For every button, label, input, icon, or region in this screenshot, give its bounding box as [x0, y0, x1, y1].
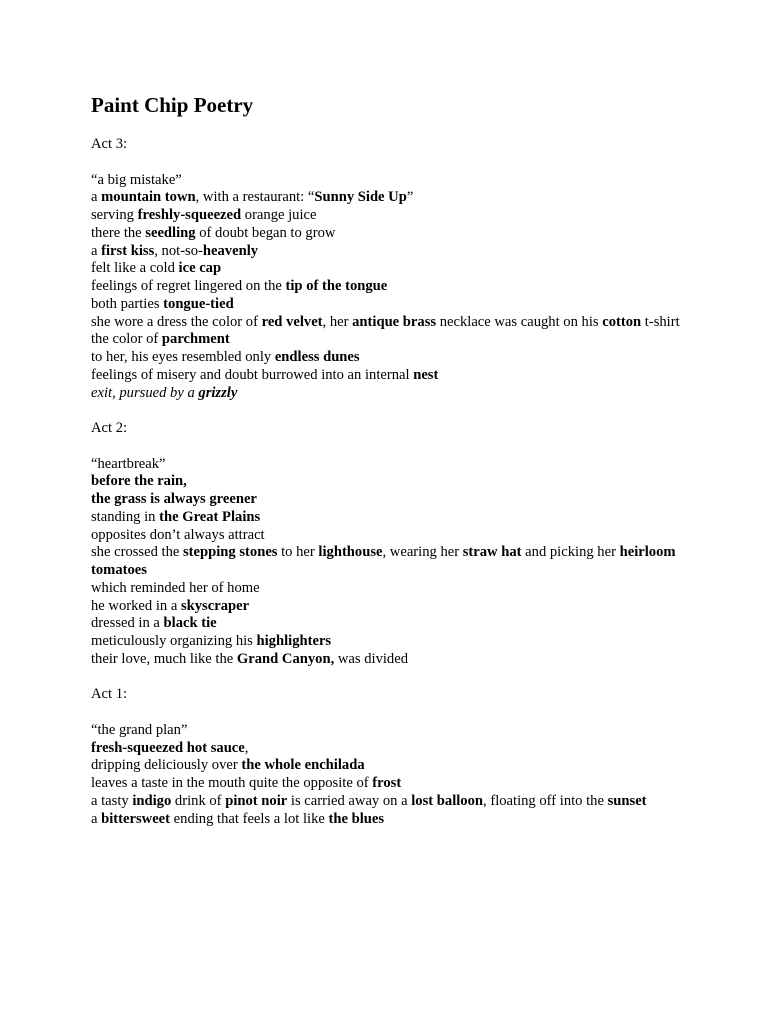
- poem-line: [91, 740, 681, 758]
- paint-chip-name: highlighters: [256, 633, 332, 649]
- paint-chip-name: cotton: [602, 313, 642, 330]
- poem-text: a: [91, 810, 102, 827]
- paint-chip-name: bittersweet: [101, 810, 171, 827]
- paint-chip-name: black tie: [163, 615, 217, 632]
- act-subtitle: [91, 456, 681, 474]
- poem-text: standing in: [91, 508, 160, 525]
- paint-chip-name: seedling: [145, 224, 196, 241]
- poem-line: [91, 633, 681, 651]
- poem-line: [91, 527, 681, 545]
- poem-line: [91, 473, 681, 491]
- poem-text: orange juice: [241, 207, 317, 223]
- poem-text: drink of: [171, 792, 226, 809]
- poem-text: ending that feels a lot like: [170, 810, 329, 827]
- paint-chip-name: Grand Canyon,: [236, 650, 335, 667]
- act-heading: Act 1:: [91, 686, 128, 703]
- paint-chip-name: straw hat: [462, 544, 522, 561]
- poem-text: opposites don’t always attract: [91, 526, 265, 543]
- paint-chip-name: pinot noir: [225, 792, 288, 809]
- poem-line: [91, 757, 681, 775]
- paint-chip-name: heavenly: [202, 242, 259, 259]
- poem-text: there the: [91, 224, 146, 241]
- poem-text: t-shirt: [641, 313, 680, 330]
- paint-chip-name: indigo: [132, 792, 172, 809]
- poem-line: [91, 243, 681, 261]
- act-section: [91, 420, 681, 686]
- poem-text: leaves a taste in the mouth quite the opposite of: [91, 775, 373, 791]
- poem-text: felt like a cold: [91, 260, 179, 277]
- paint-chip-name: frost: [372, 775, 402, 791]
- paint-chip-name: nest: [413, 366, 439, 383]
- poem-text: was divided: [334, 650, 409, 667]
- poem-text: she wore a dress the color of: [91, 313, 262, 330]
- poem-line: [91, 385, 681, 403]
- paint-chip-name: heirloom tomatoes: [91, 544, 676, 578]
- blank-line: [91, 438, 681, 456]
- poem-text: to her, his eyes resembled only: [91, 349, 275, 365]
- act-section: [91, 686, 681, 828]
- paint-chip-name: before the rain,: [91, 473, 187, 490]
- poem-text: , wearing her: [382, 544, 463, 561]
- paint-chip-name: the whole enchilada: [241, 757, 365, 774]
- page-title: Paint Chip Poetry: [91, 93, 254, 117]
- paint-chip-name: stepping stones: [183, 544, 278, 561]
- poem-line: [91, 598, 681, 616]
- poem-line: [91, 491, 681, 509]
- poem-text: “a big mistake”: [91, 171, 182, 188]
- blank-line: [91, 704, 681, 722]
- poem-text: “the grand plan”: [91, 721, 188, 738]
- poem-text: both parties: [91, 295, 164, 312]
- poem-line: [91, 793, 681, 811]
- paint-chip-name: lost balloon: [411, 792, 484, 809]
- poem-text: which reminded her of home: [91, 579, 260, 596]
- paint-chip-name: antique brass: [352, 313, 437, 330]
- paint-chip-name: parchment: [161, 331, 230, 348]
- poem-text: dripping deliciously over: [91, 757, 242, 774]
- poem-body: [91, 136, 681, 828]
- poem-line: [91, 544, 681, 580]
- poem-line: [91, 367, 681, 385]
- paint-chip-name: tip of the tongue: [285, 278, 388, 294]
- paint-chip-name: grizzly: [198, 384, 238, 401]
- paint-chip-name: mountain town: [101, 189, 196, 206]
- poem-text: he worked in a: [91, 597, 181, 614]
- paint-chip-name: the Great Plains: [159, 508, 261, 525]
- poem-line: [91, 349, 681, 367]
- poem-text: , with a restaurant: “: [195, 189, 315, 206]
- poem-line: [91, 207, 681, 225]
- poem-line: [91, 775, 681, 793]
- paint-chip-name: ice cap: [178, 260, 222, 277]
- poem-text: a: [91, 242, 102, 259]
- poem-line: [91, 278, 681, 296]
- poem-text: , floating off into the: [483, 792, 608, 809]
- poem-text: is carried away on a: [287, 792, 412, 809]
- act-subtitle: [91, 722, 681, 740]
- poem-text: to her: [277, 544, 319, 561]
- paint-chip-name: endless dunes: [274, 349, 360, 365]
- poem-line: [91, 651, 681, 669]
- act-section: [91, 136, 681, 420]
- poem-text: necklace was caught on his: [436, 313, 603, 330]
- poem-text: exit, pursued by a: [91, 384, 199, 401]
- poem-line: [91, 225, 681, 243]
- paint-chip-name: lighthouse: [318, 544, 383, 561]
- poem-text: “heartbreak”: [91, 455, 166, 472]
- poem-line: [91, 296, 681, 314]
- paint-chip-name: the blues: [328, 810, 385, 827]
- poem-text: , her: [322, 313, 353, 330]
- poem-text: their love, much like the: [91, 650, 237, 667]
- paint-chip-name: fresh-squeezed hot sauce: [91, 739, 245, 756]
- paint-chip-name: freshly-squeezed: [137, 207, 242, 223]
- poem-line: [91, 189, 681, 207]
- poem-text: the color of: [91, 331, 162, 348]
- poem-text: ,: [244, 739, 249, 756]
- blank-line: [91, 402, 681, 420]
- paint-chip-name: red velvet: [261, 313, 323, 330]
- paint-chip-name: the grass is always greener: [91, 491, 257, 507]
- act-heading: Act 2:: [91, 420, 128, 436]
- poem-text: feelings of misery and doubt burrowed into an internal: [91, 366, 414, 383]
- poem-text: , not-so-: [154, 242, 203, 259]
- blank-line: [91, 669, 681, 687]
- poem-line: [91, 509, 681, 527]
- blank-line: [91, 154, 681, 172]
- poem-line: [91, 811, 681, 829]
- poem-text: meticulously organizing his: [91, 633, 257, 649]
- poem-text: a: [91, 189, 102, 206]
- paint-chip-name: first kiss: [101, 242, 155, 259]
- paint-chip-name: skyscraper: [180, 597, 250, 614]
- paint-chip-name: tongue-tied: [163, 295, 234, 312]
- poem-text: she crossed the: [91, 544, 183, 561]
- paint-chip-name: sunset: [607, 792, 647, 809]
- poem-text: ”: [406, 189, 414, 206]
- act-subtitle: [91, 172, 681, 190]
- paint-chip-name: Sunny Side Up: [314, 189, 407, 206]
- poem-text: feelings of regret lingered on the: [91, 278, 286, 294]
- poem-text: and picking her: [521, 544, 620, 561]
- poem-text: serving: [91, 207, 138, 223]
- poem-line: [91, 331, 681, 349]
- poem-line: [91, 580, 681, 598]
- poem-text: of doubt began to grow: [195, 224, 336, 241]
- poem-text: a tasty: [91, 792, 133, 809]
- poem-line: [91, 615, 681, 633]
- poem-text: dressed in a: [91, 615, 164, 632]
- act-heading: Act 3:: [91, 136, 128, 152]
- poem-line: [91, 314, 681, 332]
- poem-line: [91, 260, 681, 278]
